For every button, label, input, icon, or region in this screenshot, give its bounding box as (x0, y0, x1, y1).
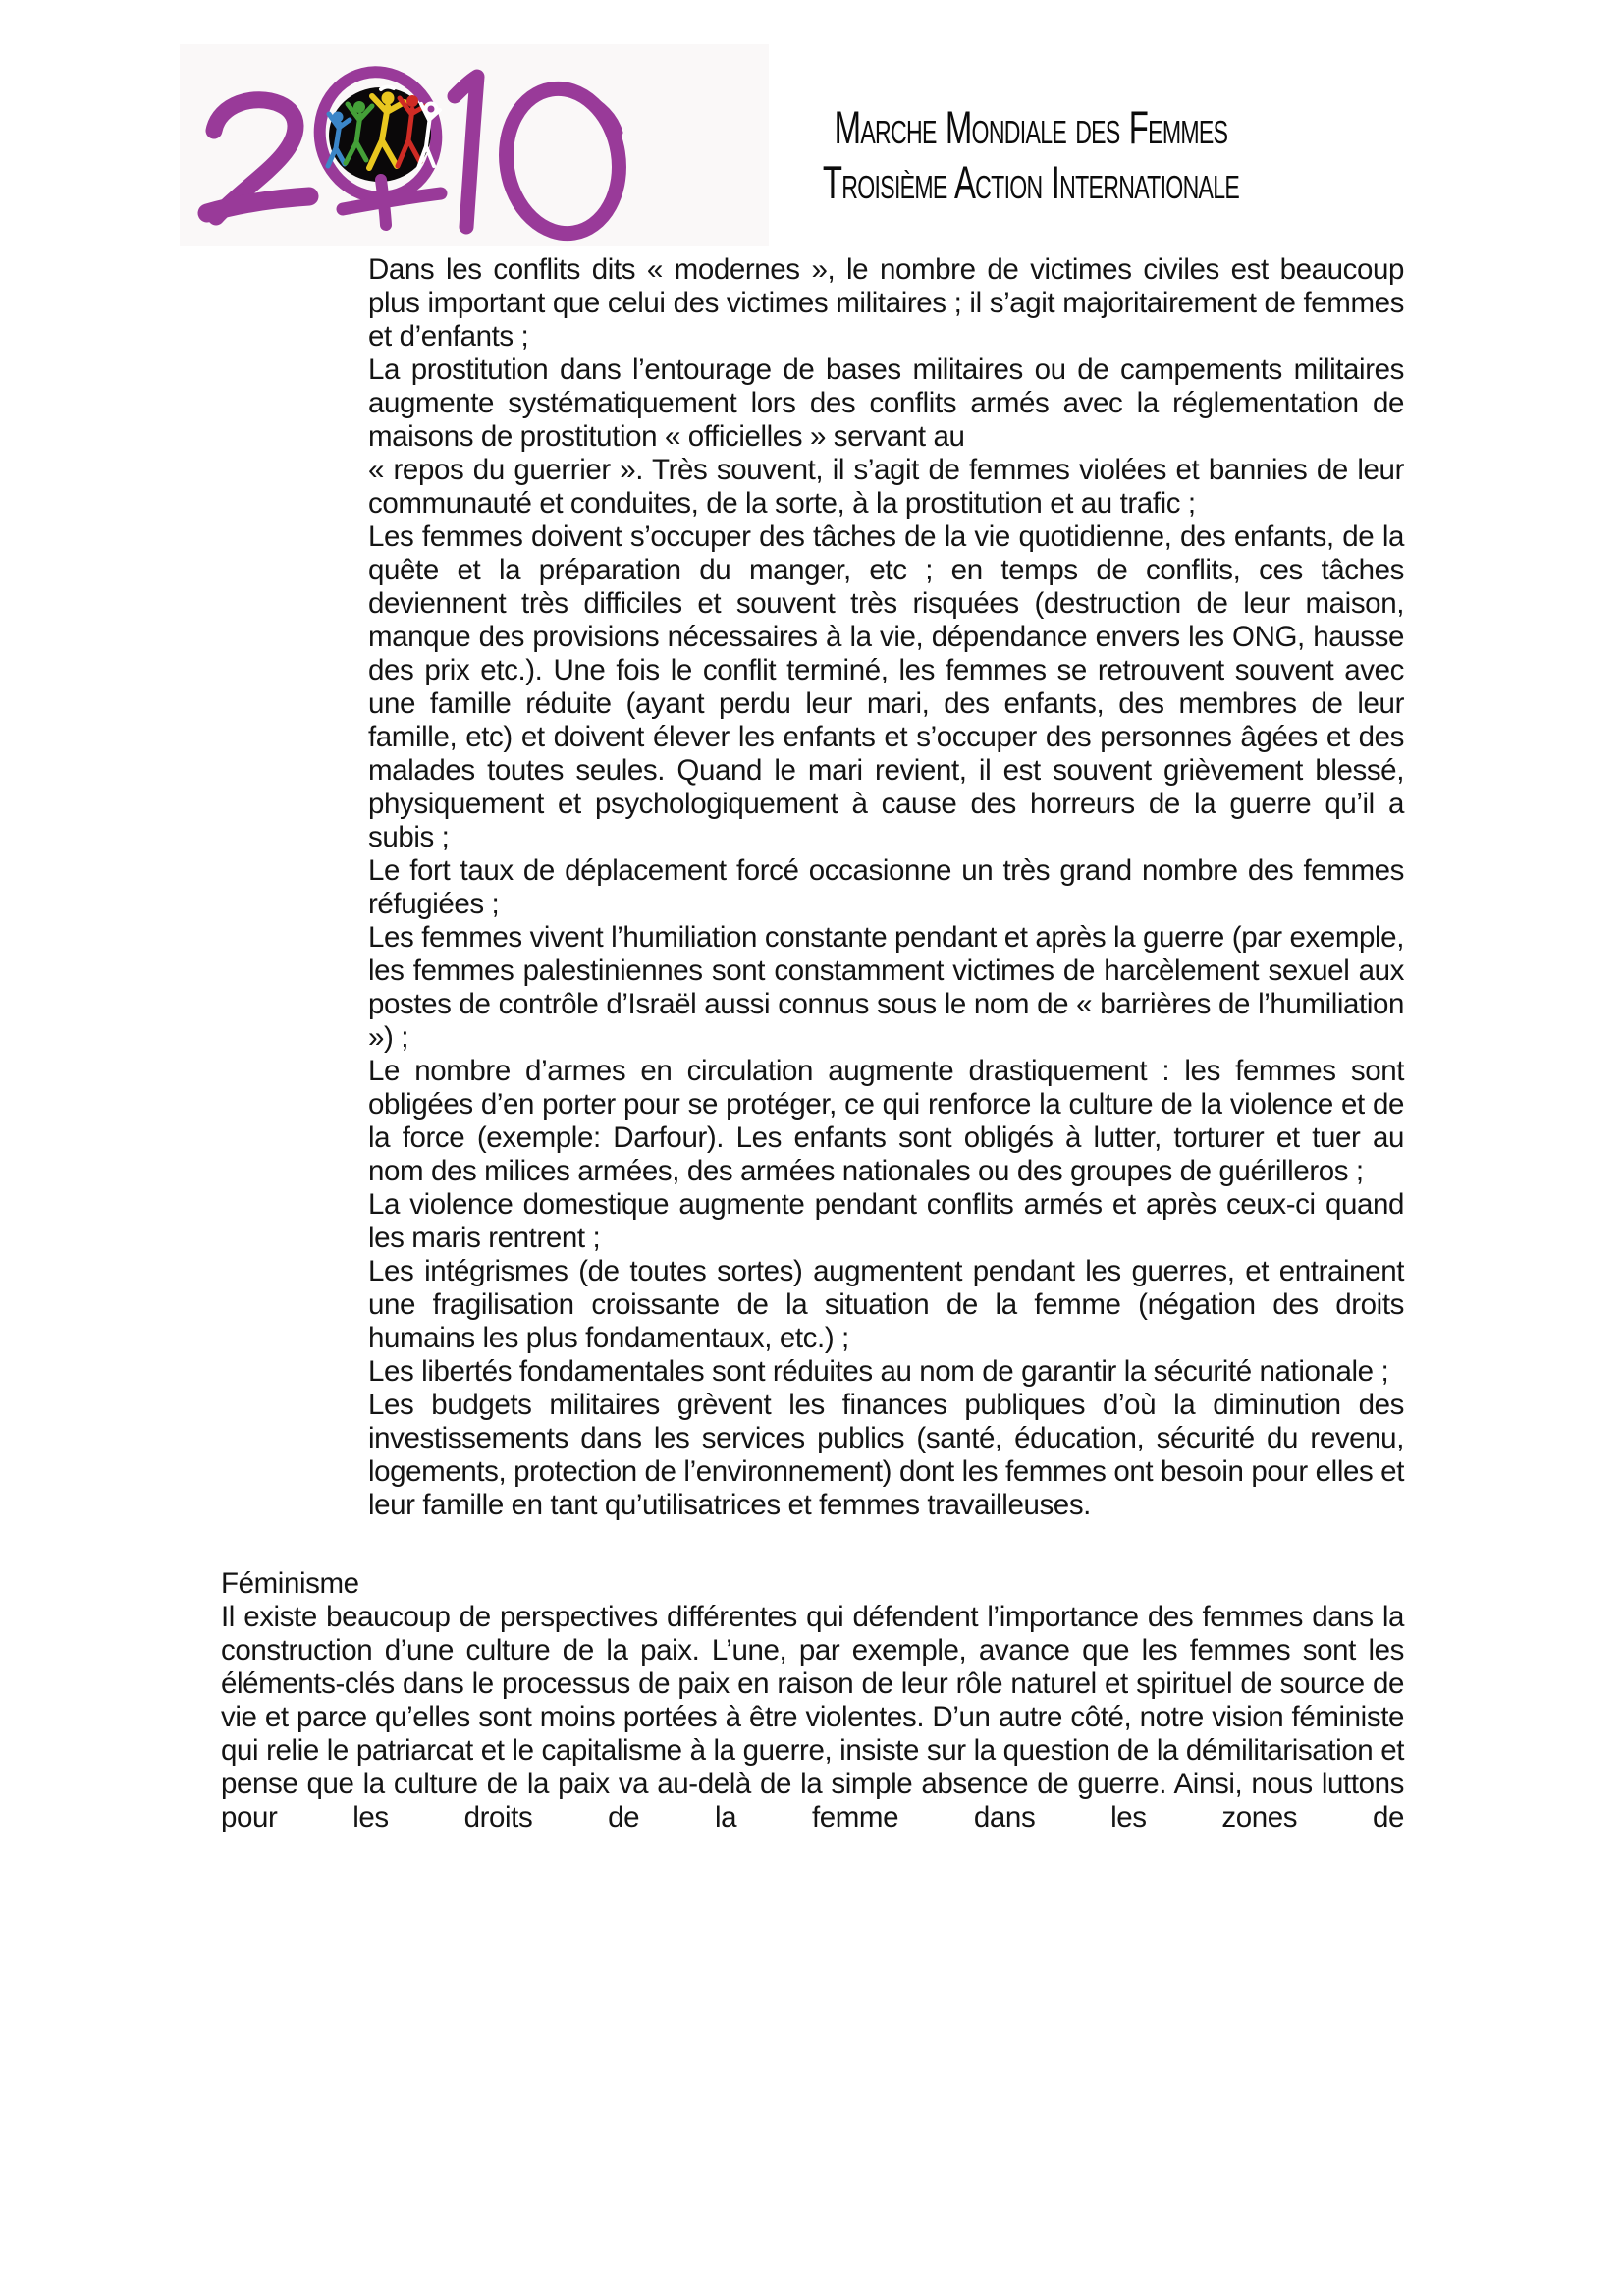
digit-2-glyph (207, 100, 309, 217)
paragraph: Dans les conflits dits « modernes », le nombre de victimes civiles est beaucoup plus important que celui des victimes militaires ; il s’agit majoritairement de femmes et d’enfants ; (368, 253, 1404, 353)
paragraph: Les femmes vivent l’humiliation constante pendant et après la guerre (par exemple, les femmes palestiniennes sont constamment victimes de harcèlement sexuel aux postes de contrôle d’Israël aussi connus sous le nom de « barrières de l’humiliation ») ; (368, 921, 1404, 1054)
digit-0-glyph (496, 81, 629, 242)
paragraph: Les intégrismes (de toutes sortes) augmentent pendant les guerres, et entrainent une fragilisation croissante de la situation de la femme (négation des droits humains les plus fondamentaux, etc.) ; (368, 1255, 1404, 1354)
digit-1-glyph (455, 77, 477, 227)
paragraph: Les libertés fondamentales sont réduites au nom de garantir la sécurité nationale ; (368, 1355, 1389, 1388)
paragraph: « repos du guerrier ». Très souvent, il s’agit de femmes violées et bannies de leur communauté et conduites, de la sorte, à la prostitution et au trafic ; (368, 454, 1404, 519)
org-subtitle: Troisième Action Internationale (822, 156, 1240, 208)
org-header (628, 100, 1433, 210)
paragraph: Les femmes doivent s’occuper des tâches de la vie quotidienne, des enfants, de la quête et la préparation du manger, etc ; en temps de conflits, ces tâches deviennent très difficiles et souvent très risquées (destruction de leur maison, manque des provisions nécessaires à la vie, dépendance envers les ONG, hausse des prix etc.). Une fois le conflit terminé, les femmes se retrouvent souvent avec une famille réduite (ayant perdu leur mari, des enfants, des membres de leur famille, etc) et doivent élever les enfants et s’occuper des personnes âgées et des malades toutes seules. Quand le mari revient, il est souvent grièvement blessé, physiquement et psychologiquement à cause des horreurs de la guerre qu’il a subis ; (368, 520, 1404, 853)
paragraph: Les budgets militaires grèvent les finances publiques d’où la diminution des investissements dans les services publics (santé, éducation, sécurité du revenu, logements, protection de l’environnement) dont les femmes ont besoin pour elles et leur famille en tant qu’utilisatrices et femmes travailleuses. (368, 1389, 1404, 1521)
closing-paragraph: Il existe beaucoup de perspectives différentes qui défendent l’importance des femmes dans la construction d’une culture de la paix. L’une, par exemple, avance que les femmes sont les éléments-clés dans le processus de paix en raison de leur rôle naturel et spirituel de source de vie et parce qu’elles sont moins portées à être violentes. D’un autre côté, notre vision féministe qui relie le patriarcat et le capitalisme à la guerre, insiste sur la question de la démilitarisation et pense que la culture de la paix va au-delà de la simple absence de guerre. Ainsi, nous luttons pour les droits de la femme dans les zones de (221, 1601, 1404, 1833)
paragraph: Le nombre d’armes en circulation augmente drastiquement : les femmes sont obligées d’en porter pour se protéger, ce qui renforce la culture de la violence et de la force (exemple: Darfour). Les enfants sont obligés à lutter, torturer et tuer au nom des milices armées, des armées nationales ou des groupes de guérilleros ; (368, 1055, 1404, 1187)
org-title: Marche Mondiale des Femmes (834, 101, 1228, 153)
bullet-paragraphs (368, 253, 1404, 1522)
paragraph: La prostitution dans l’entourage de bases militaires ou de campements militaires augmente systématiquement lors des conflits armés avec la réglementation de maisons de prostitution « officielles » servant au (368, 354, 1404, 453)
section-heading: Féminisme (221, 1567, 359, 1600)
paragraph: Le fort taux de déplacement forcé occasionne un très grand nombre des femmes réfugiées ; (368, 854, 1404, 920)
paragraph: La violence domestique augmente pendant conflits armés et après ceux-ci quand les maris rentrent ; (368, 1188, 1404, 1254)
document-body (221, 253, 1404, 1834)
